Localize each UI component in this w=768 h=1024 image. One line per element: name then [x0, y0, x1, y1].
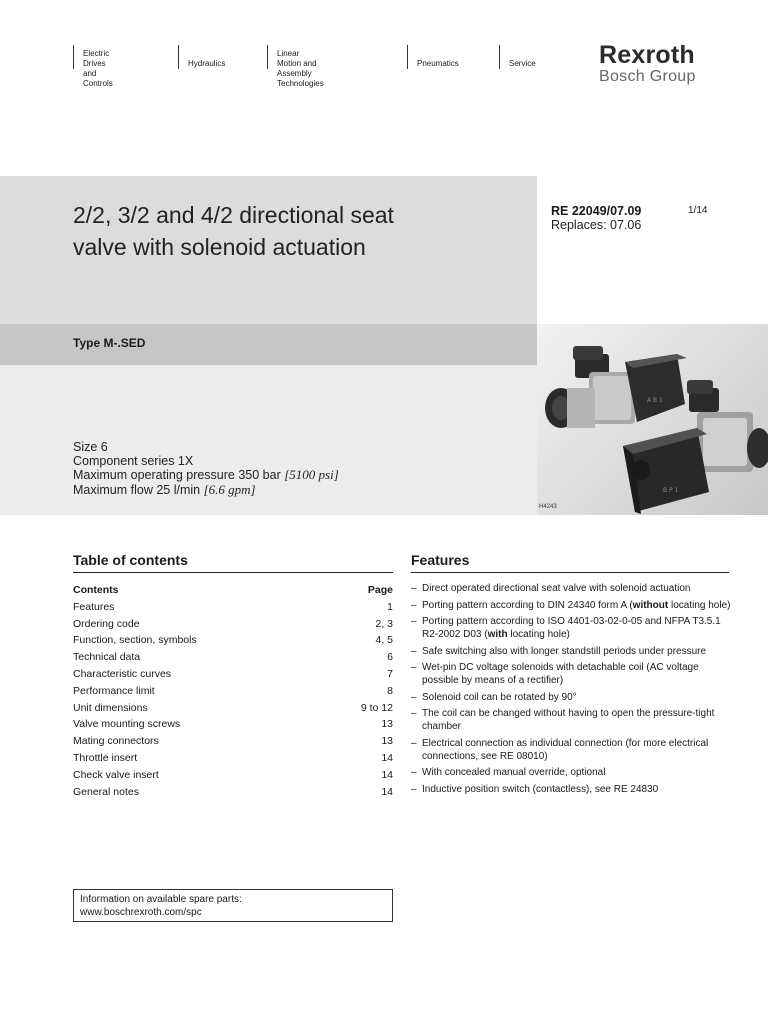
- list-item: – Solenoid coil can be rotated by 90°: [411, 691, 577, 703]
- list-item: – Wet-pin DC voltage solenoids with detachable coil (AC voltage possible by means of a rectifier): [411, 662, 699, 686]
- toc-heading: Table of contents: [73, 552, 393, 573]
- spare-parts-label: Information on available spare parts:: [80, 894, 242, 905]
- nav-electric-drives: Electric Drives and Controls: [73, 45, 113, 69]
- toc-row[interactable]: Technical data 6: [73, 651, 393, 664]
- spec-size: Size 6: [73, 440, 108, 454]
- type-label: Type M-.SED: [73, 336, 146, 350]
- product-photo: [537, 324, 768, 515]
- list-item: – Safe switching also with longer standstill periods under pressure: [411, 645, 707, 657]
- list-item: – The coil can be changed without having to open the pressure-tight chamber: [411, 708, 715, 732]
- toc-row[interactable]: Throttle insert 14: [73, 751, 393, 764]
- toc-header-row: Contents Page: [73, 584, 393, 596]
- spec-flow: Maximum flow 25 l/min [6.6 gpm]: [73, 481, 256, 497]
- list-item: – Porting pattern according to ISO 4401-03-02-0-05 and NFPA T3.5.1 R2-2002 D03 (with locating hole): [411, 616, 721, 640]
- svg-text:B P 1: B P 1: [663, 487, 679, 494]
- toc-row[interactable]: General notes 14: [73, 785, 393, 798]
- logo-group: Bosch Group: [599, 68, 696, 85]
- list-item: – Porting pattern according to DIN 24340 form A (without locating hole): [411, 599, 731, 611]
- toc-row[interactable]: Performance limit 8: [73, 684, 393, 697]
- nav-linear-motion: Linear Motion and Assembly Technologies: [267, 45, 324, 69]
- toc-row[interactable]: Check valve insert 14: [73, 768, 393, 781]
- toc-row[interactable]: Ordering code 2, 3: [73, 617, 393, 630]
- svg-text:A B 1: A B 1: [647, 397, 663, 404]
- toc-row[interactable]: Valve mounting screws 13: [73, 718, 393, 731]
- logo-brand: Rexroth: [599, 41, 695, 69]
- page-number: 1/14: [688, 205, 708, 216]
- toc-row[interactable]: Unit dimensions 9 to 12: [73, 701, 393, 714]
- spec-pressure: Maximum operating pressure 350 bar [5100 psi]: [73, 467, 339, 482]
- page-title: 2/2, 3/2 and 4/2 directional seat valve with solenoid actuation: [73, 202, 394, 260]
- list-item: – Direct operated directional seat valve with solenoid actuation: [411, 583, 691, 594]
- toc-row[interactable]: Function, section, symbols 4, 5: [73, 634, 393, 647]
- spec-series: Component series 1X: [73, 453, 194, 468]
- list-item: – Electrical connection as individual connection (for more electrical connections, see RE 08010): [411, 737, 709, 762]
- rexroth-logo: [599, 42, 696, 86]
- nav-hydraulics: Hydraulics: [178, 45, 225, 69]
- photo-code: H4243: [539, 504, 557, 510]
- nav-service: Service: [499, 45, 536, 69]
- table-of-contents: [73, 582, 393, 800]
- nav-pneumatics: Pneumatics: [407, 45, 459, 69]
- spare-parts-link[interactable]: www.boschrexroth.com/spc: [80, 907, 202, 918]
- toc-row[interactable]: Characteristic curves 7: [73, 667, 393, 680]
- toc-row[interactable]: Features 1: [73, 600, 393, 613]
- document-reference: [551, 204, 641, 232]
- toc-row[interactable]: Mating connectors 13: [73, 735, 393, 748]
- spare-parts-info: [73, 889, 393, 922]
- features-list: [411, 582, 733, 799]
- list-item: – Inductive position switch (contactless), see RE 24830: [411, 783, 659, 795]
- features-heading: Features: [411, 552, 729, 573]
- doc-number: RE 22049/07.09: [551, 204, 642, 218]
- valve-illustration: [537, 324, 768, 515]
- doc-replaces: Replaces: 07.06: [551, 218, 642, 232]
- spec-summary: [73, 441, 339, 497]
- list-item: – With concealed manual override, optional: [411, 767, 606, 778]
